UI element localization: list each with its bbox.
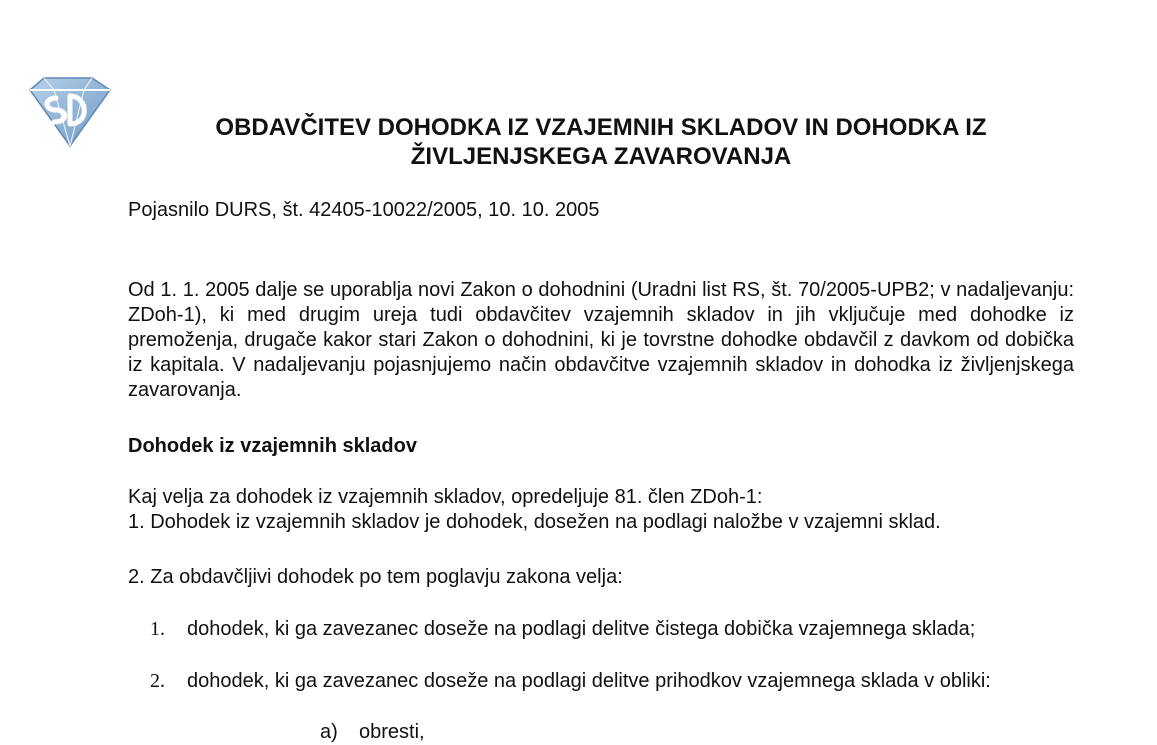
title-line-1: OBDAVČITEV DOHODKA IZ VZAJEMNIH SKLADOV IN DOHODKA IZ <box>215 114 987 141</box>
intro-paragraph: Od 1. 1. 2005 dalje se uporablja novi Zakon o dohodnini (Uradni list RS, št. 70/2005-UPB2; v nadaljevanju: ZDoh-1), ki med drugim ureja tudi obdavčitev vzajemnih skladov in jih vključuje med dohodke iz premoženja, drugače kakor stari Zakon o dohodnini, ki je tovrstne dohodke obdavčil z davkom od dobička iz kapitala. V nadaljevanju pojasnjujemo način obdavčitve vzajemnih skladov in dohodka iz življenjskega zavarovanja. <box>128 279 1074 401</box>
source-reference: Pojasnilo DURS, št. 42405-10022/2005, 10. 10. 2005 <box>128 199 600 221</box>
title-line-2: ŽIVLJENJSKEGA ZAVAROVANJA <box>410 143 792 170</box>
list-item-number: 1. <box>150 618 165 640</box>
sub-item-letter: a) <box>320 721 338 743</box>
section-heading: Dohodek iz vzajemnih skladov <box>128 435 417 457</box>
document-title <box>128 113 1074 171</box>
list-item-text: dohodek, ki ga zavezanec doseže na podlagi delitve prihodkov vzajemnega sklada v obliki: <box>187 670 991 692</box>
sub-item-text: obresti, <box>359 721 425 743</box>
sd-diamond-logo-icon <box>26 76 112 148</box>
paragraph-point-1: 1. Dohodek iz vzajemnih skladov je dohodek, dosežen na podlagi naložbe v vzajemni sklad. <box>128 511 941 533</box>
list-item-number: 2. <box>150 670 165 692</box>
paragraph-point-2: 2. Za obdavčljivi dohodek po tem poglavju zakona velja: <box>128 566 623 588</box>
list-item-text: dohodek, ki ga zavezanec doseže na podlagi delitve čistega dobička vzajemnega sklada; <box>187 618 976 640</box>
section-lead: Kaj velja za dohodek iz vzajemnih skladov, opredeljuje 81. člen ZDoh-1: <box>128 486 763 508</box>
